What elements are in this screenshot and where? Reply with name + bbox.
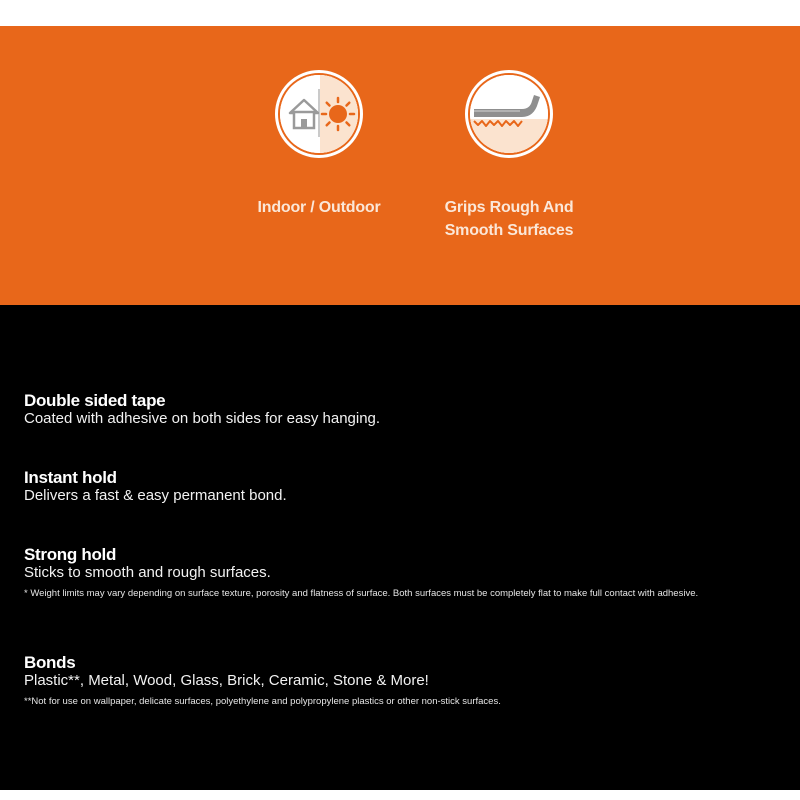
info-description: Delivers a fast & easy permanent bond. <box>24 487 287 504</box>
info-block-strong-hold <box>24 545 794 601</box>
feature-label: Grips Rough And Smooth Surfaces <box>444 199 574 239</box>
info-block-instant-hold <box>24 468 794 505</box>
house-sun-icon <box>280 75 358 153</box>
bottom-strip <box>0 790 800 800</box>
features-banner <box>0 26 800 305</box>
top-strip <box>0 0 800 26</box>
info-block-double-sided <box>24 391 794 428</box>
feature-badge <box>465 70 553 158</box>
info-footnote: **Not for use on wallpaper, delicate surfaces, polyethylene and polypropylene plastics or other non-stick surfaces. <box>24 696 501 707</box>
info-block-bonds <box>24 653 794 709</box>
details-panel <box>0 305 800 790</box>
feature-badge <box>275 70 363 158</box>
info-title: Double sided tape <box>24 391 166 410</box>
feature-label: Indoor / Outdoor <box>257 199 381 216</box>
info-title: Bonds <box>24 653 76 672</box>
info-title: Strong hold <box>24 545 117 564</box>
info-description: Coated with adhesive on both sides for easy hanging. <box>24 410 381 427</box>
info-description: Plastic**, Metal, Wood, Glass, Brick, Ceramic, Stone & More! <box>24 672 429 689</box>
info-footnote: * Weight limits may vary depending on surface texture, porosity and flatness of surface. Both surfaces must be completely flat to make full contact with adhesive. <box>24 588 699 599</box>
info-title: Instant hold <box>24 468 117 487</box>
feature-grips-surfaces <box>419 70 599 242</box>
tape-rough-surface-icon <box>470 75 548 153</box>
feature-indoor-outdoor <box>229 70 409 219</box>
info-description: Sticks to smooth and rough surfaces. <box>24 564 271 581</box>
